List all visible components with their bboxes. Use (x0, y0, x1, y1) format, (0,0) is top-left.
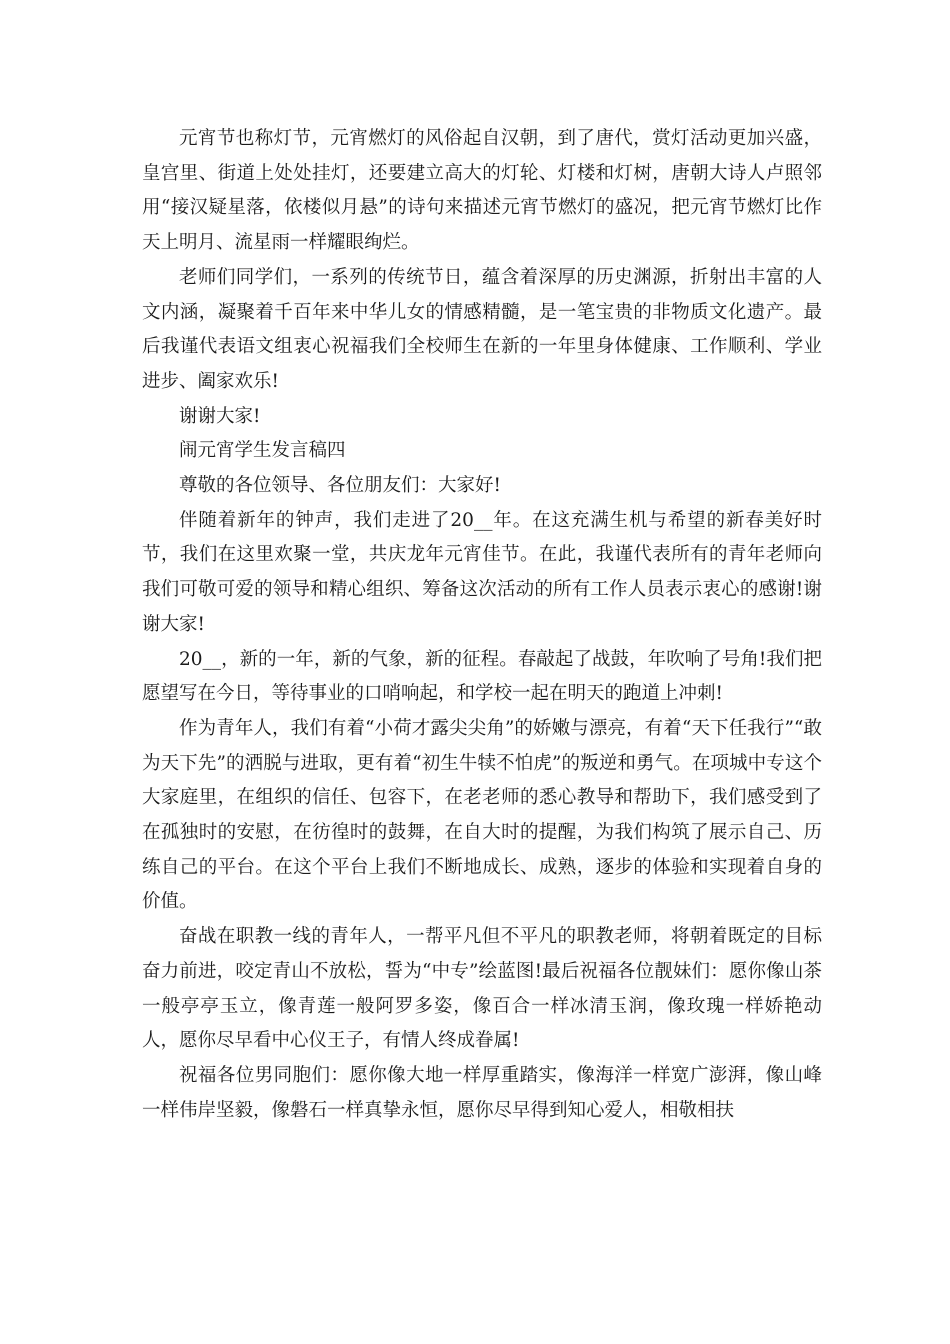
section-heading: 闹元宵学生发言稿四 (179, 440, 346, 462)
paragraph-greeting: 尊敬的各位领导、各位朋友们：大家好! (179, 475, 501, 497)
paragraph-vocational-teachers: 奋战在职教一线的青年人，一帮平凡但不平凡的职教老师，将朝着既定的目标奋力前进，咬定青山不放松，誓为“中专”绘蓝图!最后祝福各位靓妹们：愿你像山茶一般亭亭玉立，像青莲一般阿罗多姿，像百合一样冰清玉润，像玫瑰一样娇艳动人，愿你尽早看中心仪王子，有情人终成眷属! (142, 926, 822, 1052)
paragraph-traditional-festivals: 老师们同学们，一系列的传统节日，蕴含着深厚的历史渊源，折射出丰富的人文内涵，凝聚着千百年来中华儿女的情感精髓，是一笔宝贵的非物质文化遗产。最后我谨代表语文组衷心祝福我们全校师生在新的一年里身体健康、工作顺利、学业进步、阖家欢乐! (142, 266, 822, 392)
paragraph-young-people: 作为青年人，我们有着“小荷才露尖尖角”的娇嫩与漂亮，有着“天下任我行”“敢为天下先”的洒脱与进取，更有着“初生牛犊不怕虎”的叛逆和勇气。在项城中专这个大家庭里，在组织的信任、包容下，在老老师的悉心教导和帮助下，我们感受到了在孤独时的安慰，在彷徨时的鼓舞，在自大时的提醒，为我们构筑了展示自己、历练自己的平台。在这个平台上我们不断地成长、成熟，逐步的体验和实现着自身的价值。 (142, 717, 822, 913)
paragraph-blessing-men: 祝福各位男同胞们：愿你像大地一样厚重踏实，像海洋一样宽广澎湃，像山峰一样伟岸坚毅，像磐石一样真挚永恒，愿你尽早得到知心爱人，相敬相扶 (142, 1064, 822, 1121)
paragraph-new-journey: 20__，新的一年，新的气象，新的征程。春敲起了战鼓，年吹响了号角!我们把愿望写在今日，等待事业的口哨响起，和学校一起在明天的跑道上冲刺! (142, 648, 822, 705)
paragraph-lantern-history: 元宵节也称灯节，元宵燃灯的风俗起自汉朝，到了唐代，赏灯活动更加兴盛，皇宫里、街道上处处挂灯，还要建立高大的灯轮、灯楼和灯树，唐朝大诗人卢照邻用“接汉疑星落，依楼似月悬”的诗句来描述元宵节燃灯的盛况，把元宵节燃灯比作天上明月、流星雨一样耀眼绚烂。 (142, 128, 822, 254)
document-page (142, 122, 822, 1128)
paragraph-new-year: 伴随着新年的钟声，我们走进了20__年。在这充满生机与希望的新春美好时节，我们在这里欢聚一堂，共庆龙年元宵佳节。在此，我谨代表所有的青年老师向我们可敬可爱的领导和精心组织、筹备这次活动的所有工作人员表示衷心的感谢!谢谢大家! (142, 509, 822, 635)
paragraph-thanks: 谢谢大家! (179, 405, 261, 427)
